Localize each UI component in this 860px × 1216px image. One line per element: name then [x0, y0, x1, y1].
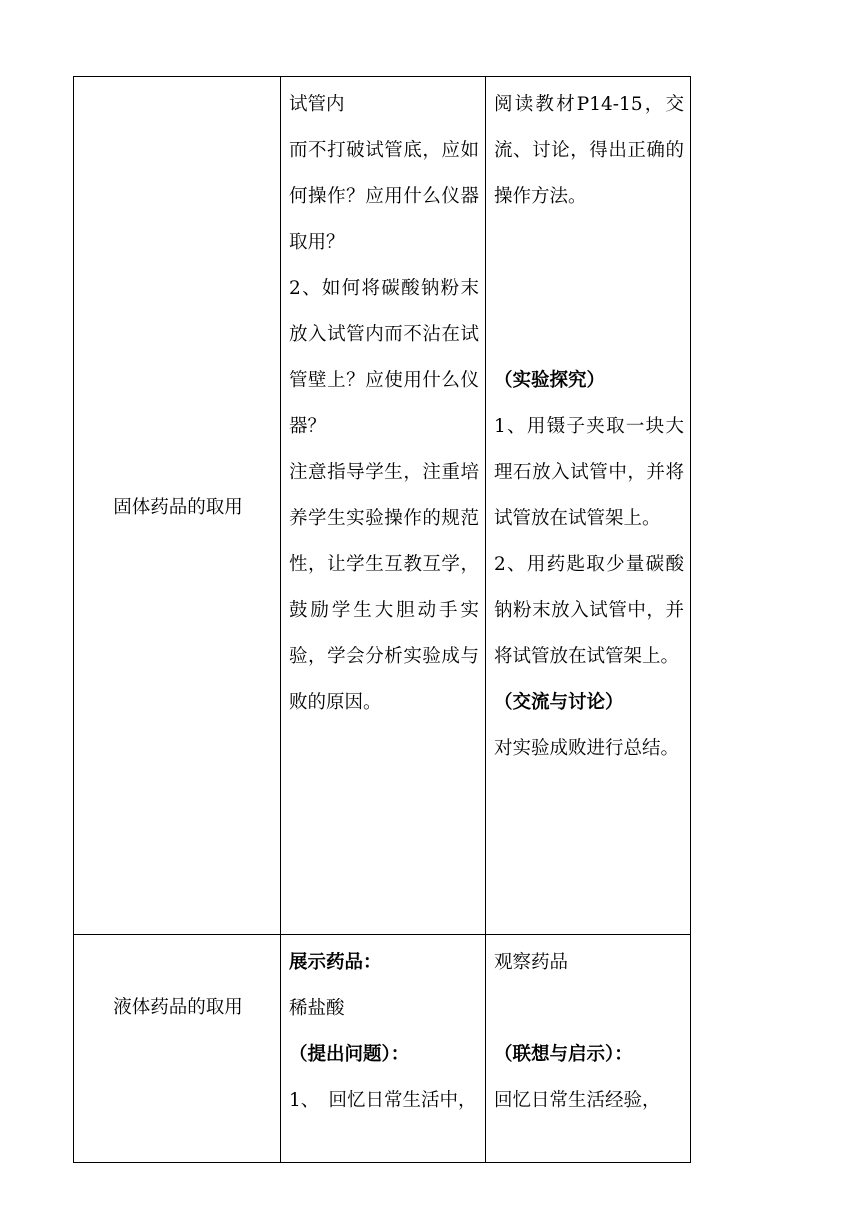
teacher-text: 试管内: [289, 94, 345, 115]
table-row: [74, 935, 691, 1163]
teacher-guidance-text: 注意指导学生，注重培养学生实验操作的规范性，让学生互教互学，鼓励学生大胆动手实验，学会分析实验成与败的原因。: [289, 462, 479, 713]
student-text: 1、用镊子夹取一块大理石放入试管中，并将试管放在试管架上。: [493, 416, 684, 529]
section-heading: （交流与讨论）: [493, 692, 624, 713]
student-text: 2、用药匙取少量碳酸钠粉末放入试管中，并将试管放在试管架上。: [493, 554, 684, 667]
student-text: 对实验成败进行总结。: [493, 738, 679, 759]
section-heading: 展示药品：: [289, 952, 382, 973]
spacer: [494, 220, 684, 358]
lesson-plan-table: [73, 76, 691, 1163]
topic-label: 液体药品的取用: [113, 997, 243, 1018]
student-text: 回忆日常生活经验，: [493, 1090, 661, 1111]
student-activity-cell: [485, 77, 690, 935]
teacher-activity-cell: [281, 935, 486, 1163]
section-heading: （实验探究）: [493, 370, 605, 391]
student-text: 观察药品: [493, 952, 568, 973]
section-heading: （提出问题）：: [289, 1044, 410, 1065]
table-row: [74, 77, 691, 935]
teacher-activity-cell: [281, 77, 486, 935]
teacher-text: 1、 回忆日常生活中，: [289, 1090, 477, 1111]
student-text: 阅读教材P14-15，交流、讨论，得出正确的操作方法。: [493, 94, 684, 207]
section-heading: （联想与启示）：: [493, 1044, 633, 1065]
topic-label: 固体药品的取用: [113, 497, 243, 518]
teacher-text: 2、如何将碳酸钠粉末放入试管内而不沾在试管壁上？应使用什么仪器？: [289, 278, 479, 437]
topic-cell: [74, 935, 281, 1163]
student-activity-cell: [485, 935, 690, 1163]
spacer: [494, 986, 684, 1032]
topic-cell: [74, 77, 281, 935]
teacher-text: 稀盐酸: [289, 998, 345, 1019]
teacher-text: 而不打破试管底，应如何操作？应用什么仪器取用？: [289, 140, 479, 253]
